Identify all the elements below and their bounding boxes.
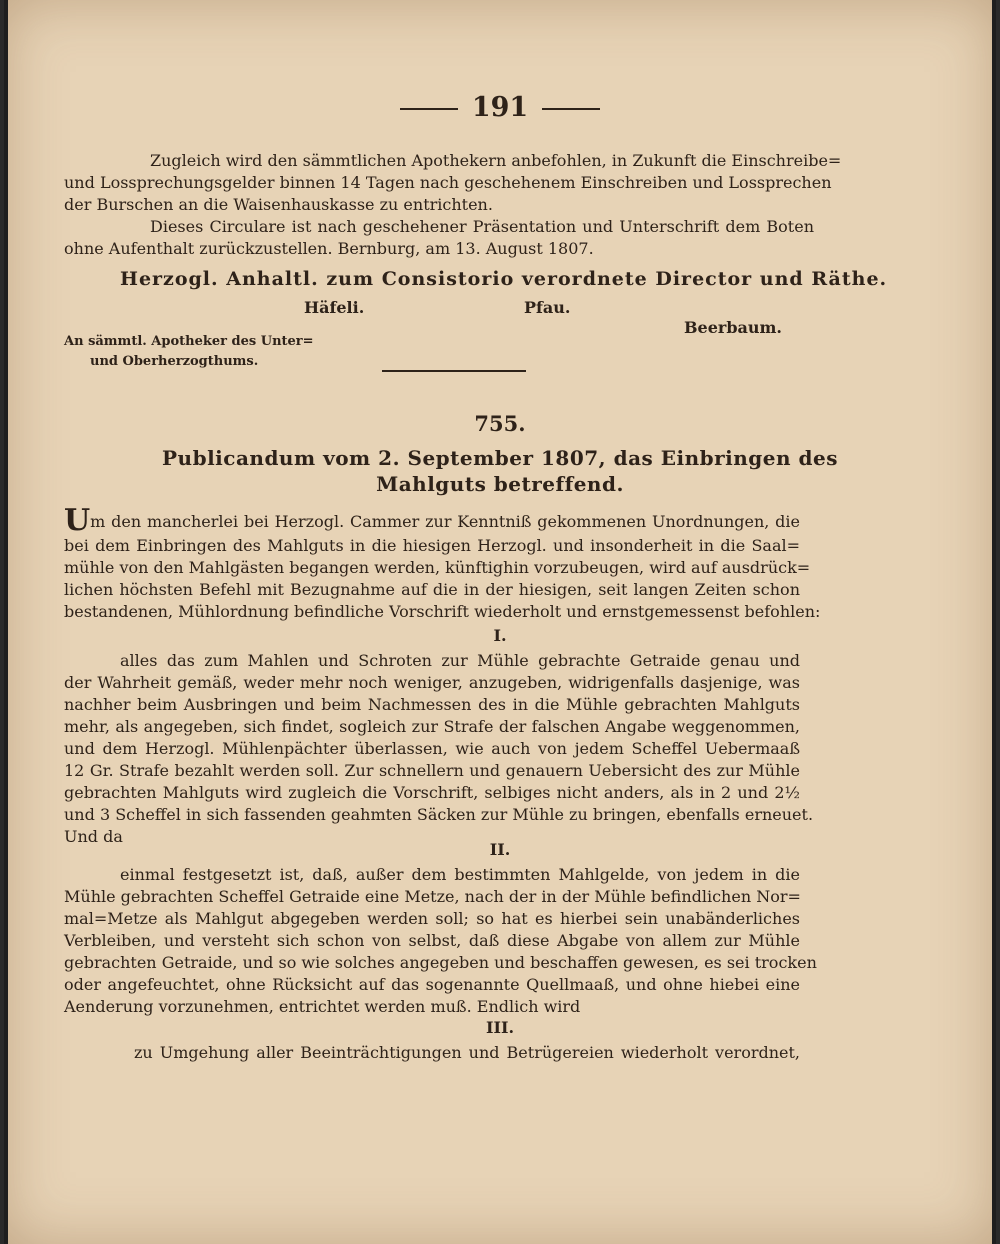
part-line: der Wahrheit gemäß, weder mehr noch weniger, anzugeben, widrigenfalls dasjenige, was (64, 673, 800, 692)
part-line: 12 Gr. Strafe bezahlt werden soll. Zur schnellern und genauern Uebersicht des zur Mühle (64, 761, 800, 780)
preamble-line (64, 503, 800, 538)
preamble-text: m den mancherlei bei Herzogl. Cammer zur Kenntniß gekommenen Unordnungen, die (90, 512, 800, 531)
signing-authority: Herzogl. Anhaltl. zum Consistorio verordnete Director und Räthe. (120, 268, 888, 290)
part-line: oder angefeuchtet, ohne Rücksicht auf das sogenannte Quellmaaß, und ohne hiebei eine (64, 975, 800, 994)
preamble-line: bestandenen, Mühlordnung befindliche Vorschrift wiederholt und ernstgemessenst befohlen: (64, 602, 821, 621)
part-line: einmal festgesetzt ist, daß, außer dem bestimmten Mahlgelde, von jedem in die (120, 865, 800, 884)
section-title: Publicandum vom 2. September 1807, das Einbringen des (162, 446, 838, 470)
page-number: 191 (471, 92, 529, 123)
part-line: Und da (64, 827, 123, 846)
part-line: zu Umgehung aller Beeinträchtigungen und Betrügereien wiederholt verordnet, (134, 1043, 800, 1062)
part-line: gebrachten Getraide, und so wie solches angegeben und beschaffen gewesen, es sei trocken (64, 953, 817, 972)
intro-line: Dieses Circulare ist nach geschehener Präsentation und Unterschrift dem Boten (150, 217, 814, 236)
part-line: mal=Metze als Mahlgut abgegeben werden soll; so hat es hierbei sein unabänderliches (64, 909, 800, 928)
header-rule-right (542, 108, 600, 110)
preamble-line: lichen höchsten Befehl mit Bezugnahme auf die in der hiesigen, seit langen Zeiten schon (64, 580, 800, 599)
section-divider (382, 370, 526, 372)
page-header (4, 92, 996, 123)
part-line: alles das zum Mahlen und Schroten zur Mühle gebrachte Getraide genau und (120, 651, 800, 670)
part-line: und 3 Scheffel in sich fassenden geahmten Säcken zur Mühle zu bringen, ebenfalls erneuet. (64, 805, 814, 824)
part-numeral: II. (489, 840, 511, 859)
document-page (4, 0, 996, 1244)
section-title: Mahlguts betreffend. (376, 472, 624, 496)
header-rule-left (400, 108, 458, 110)
part-line: mehr, als angegeben, sich findet, sogleich zur Strafe der falschen Angabe weggenommen, (64, 717, 800, 736)
part-line: Mühle gebrachten Scheffel Getraide eine Metze, nach der in der Mühle befindlichen Nor= (64, 887, 801, 906)
part-line: und dem Herzogl. Mühlenpächter überlassen, wie auch von jedem Scheffel Uebermaaß (64, 739, 800, 758)
signatory-name: Beerbaum. (684, 318, 782, 337)
intro-line: der Burschen an die Waisenhauskasse zu entrichten. (64, 195, 493, 214)
part-line: gebrachten Mahlguts wird zugleich die Vorschrift, selbiges nicht anders, als in 2 und 2½ (64, 783, 800, 802)
drop-initial: U (64, 503, 91, 538)
scan-edge-left (4, 0, 8, 1244)
intro-line: Zugleich wird den sämmtlichen Apothekern anbefohlen, in Zukunft die Einschreibe= (150, 151, 842, 170)
part-line: Aenderung vorzunehmen, entrichtet werden muß. Endlich wird (64, 997, 581, 1016)
scan-edge-right (992, 0, 996, 1244)
part-line: nachher beim Ausbringen und beim Nachmessen des in die Mühle gebrachten Mahlguts (64, 695, 800, 714)
preamble-line: mühle von den Mahlgästen begangen werden, künftighin vorzubeugen, wird auf ausdrück= (64, 558, 811, 577)
signatory-name: Häfeli. (304, 298, 365, 317)
part-line: Verbleiben, und versteht sich schon von selbst, daß diese Abgabe von allem zur Mühle (64, 931, 800, 950)
address-line: und Oberherzogthums. (90, 354, 259, 369)
signatory-name: Pfau. (524, 298, 571, 317)
section-number: 755. (474, 411, 526, 436)
address-line: An sämmtl. Apotheker des Unter= (64, 334, 314, 349)
part-numeral: III. (485, 1018, 515, 1037)
preamble-line: bei dem Einbringen des Mahlguts in die hiesigen Herzogl. und insonderheit in die Saal= (64, 536, 800, 555)
part-numeral: I. (493, 626, 507, 645)
intro-line: und Lossprechungsgelder binnen 14 Tagen nach geschehenem Einschreiben und Lossprechen (64, 173, 832, 192)
intro-line: ohne Aufenthalt zurückzustellen. Bernburg, am 13. August 1807. (64, 239, 594, 258)
